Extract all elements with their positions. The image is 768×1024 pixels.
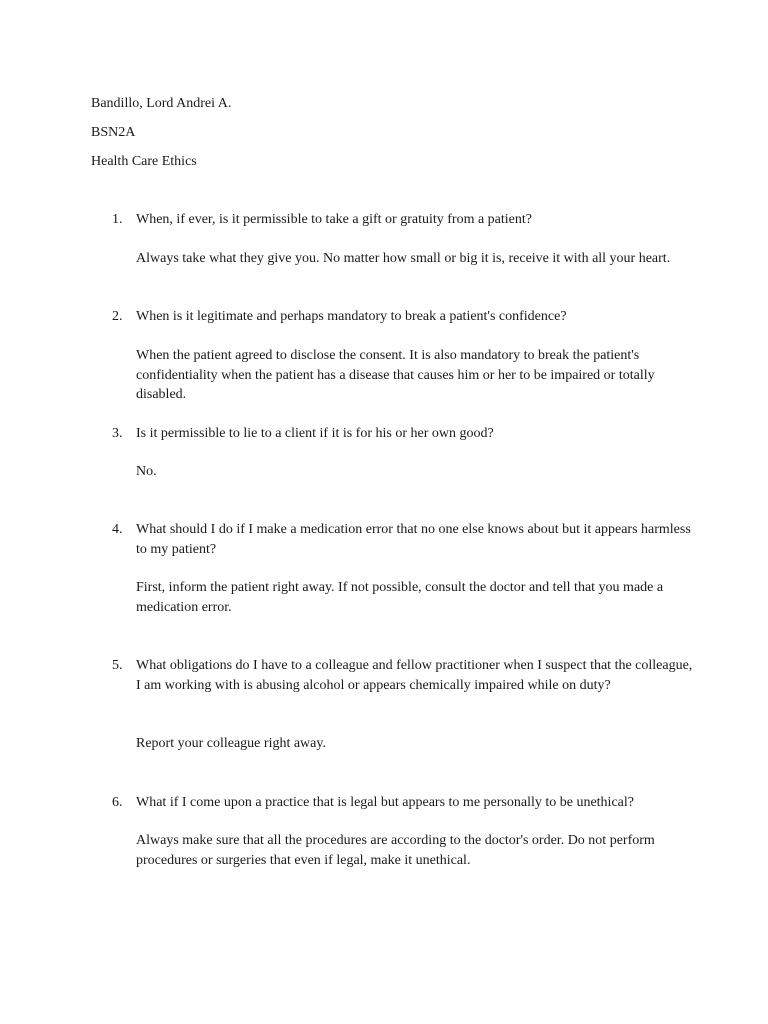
question-text: What obligations do I have to a colleague and fellow practitioner when I suspect that the colleague, I am working with is abusing alcohol or appears chemically impaired while on duty? <box>136 658 693 693</box>
answer-text: No. <box>136 464 157 479</box>
question-text: When, if ever, is it permissible to take a gift or gratuity from a patient? <box>136 212 532 227</box>
question-number: 1. <box>112 212 123 227</box>
question-text: What if I come upon a practice that is legal but appears to me personally to be unethical? <box>136 795 634 810</box>
question-number: 3. <box>112 426 123 441</box>
answer-text: When the patient agreed to disclose the consent. It is also mandatory to break the patient's confidentiality when the patient has a disease that causes him or her to be impaired or totally disabled. <box>136 348 655 402</box>
answer-text: Always take what they give you. No matter how small or big it is, receive it with all your heart. <box>136 251 671 266</box>
question-text: What should I do if I make a medication error that no one else knows about but it appears harmless to my patient? <box>136 522 691 557</box>
question-text: Is it permissible to lie to a client if it is for his or her own good? <box>136 426 494 441</box>
question-number: 4. <box>112 522 123 537</box>
answer-text: First, inform the patient right away. If not possible, consult the doctor and tell that you made a medication error. <box>136 580 664 615</box>
question-number: 6. <box>112 795 123 810</box>
student-section: BSN2A <box>91 125 136 140</box>
subject-title: Health Care Ethics <box>91 154 197 169</box>
question-number: 5. <box>112 658 123 673</box>
answer-text: Report your colleague right away. <box>136 736 326 751</box>
student-name: Bandillo, Lord Andrei A. <box>91 96 232 111</box>
question-text: When is it legitimate and perhaps mandatory to break a patient's confidence? <box>136 309 567 324</box>
question-number: 2. <box>112 309 123 324</box>
answer-text: Always make sure that all the procedures are according to the doctor's order. Do not perform procedures or surgeries that even if legal, make it unethical. <box>136 833 655 868</box>
